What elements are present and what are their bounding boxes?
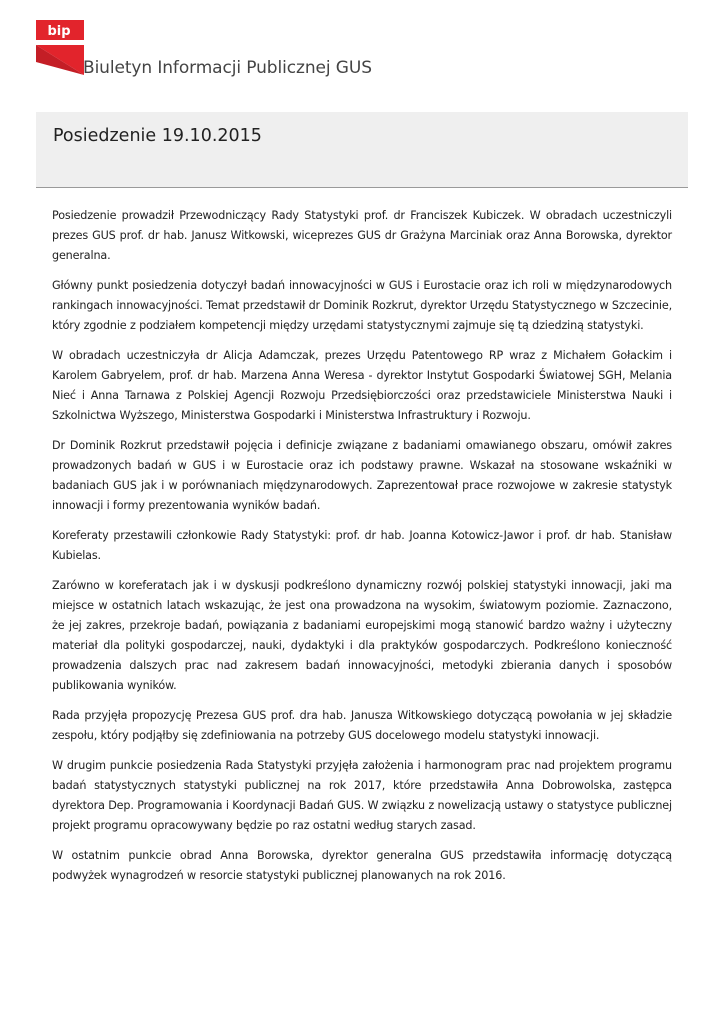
- paragraph-8: W drugim punkcie posiedzenia Rada Statystyki przyjęła założenia i harmonogram prac nad projektem programu badań statystycznych statystyki publicznej na rok 2017, które przedstawiła Anna Dobrowolska, zastępca dyrektora Dep. Programowania i Koordynacji Badań GUS. W związku z nowelizacją ustawy o statystyce publicznej projekt programu opracowywany będzie po raz ostatni według starych zasad.: [52, 759, 672, 832]
- article-content: [52, 206, 672, 896]
- site-title[interactable]: Biuletyn Informacji Publicznej GUS: [83, 58, 372, 78]
- bip-logo[interactable]: [36, 20, 84, 75]
- bip-logo-graphic: [36, 20, 84, 75]
- bip-logo-text: bip: [47, 24, 71, 39]
- paragraph-6: Zarówno w koreferatach jak i w dyskusji podkreślono dynamiczny rozwój polskiej statystyki innowacji, jaki ma miejsce w ostatnich latach wskazując, że jest ona prowadzona na wysokim, światowym poziomie. Zaznaczono, że jej zakres, przekroje badań, powiązania z badaniami europejskimi mogą stanowić bardzo ważny i użyteczny materiał dla polityki gospodarczej, nauki, dydaktyki i dla praktyków gospodarczych. Podkreślono konieczność prowadzenia dalszych prac nad zakresem badań innowacyjności, metodyki zbierania danych i sposobów publikowania wyników.: [52, 579, 672, 692]
- paragraph-3: W obradach uczestniczyła dr Alicja Adamczak, prezes Urzędu Patentowego RP wraz z Michałem Gołackim i Karolem Gabryelem, prof. dr hab. Marzena Anna Weresa - dyrektor Instytut Gospodarki Światowej SGH, Melania Nieć i Anna Tarnawa z Polskiej Agencji Rozwoju Przedsiębiorczości oraz przedstawiciele Ministerstwa Nauki i Szkolnictwa Wyższego, Ministerstwa Gospodarki i Ministerstwa Infrastruktury i Rozwoju.: [52, 349, 672, 422]
- paragraph-5: Koreferaty przestawili członkowie Rady Statystyki: prof. dr hab. Joanna Kotowicz-Jawor i prof. dr hab. Stanisław Kubielas.: [52, 529, 672, 562]
- site-header: [36, 20, 686, 90]
- paragraph-4: Dr Dominik Rozkrut przedstawił pojęcia i definicje związane z badaniami omawianego obszaru, omówił zakres prowadzonych badań w GUS i w Eurostacie oraz ich podstawy prawne. Wskazał na stosowane wskaźniki w badaniach GUS jak i w porównaniach międzynarodowych. Zaprezentował prace rozwojowe w zakresie statystyk innowacji i formy prezentowania wyników badań.: [52, 439, 672, 512]
- paragraph-1: Posiedzenie prowadził Przewodniczący Rady Statystyki prof. dr Franciszek Kubiczek. W obradach uczestniczyli prezes GUS prof. dr hab. Janusz Witkowski, wiceprezes GUS dr Grażyna Marciniak oraz Anna Borowska, dyrektor generalna.: [52, 209, 672, 262]
- paragraph-9: W ostatnim punkcie obrad Anna Borowska, dyrektor generalna GUS przedstawiła informację dotyczącą podwyżek wynagrodzeń w resorcie statystyki publicznej planowanych na rok 2016.: [52, 849, 672, 882]
- paragraph-7: Rada przyjęła propozycję Prezesa GUS prof. dra hab. Janusza Witkowskiego dotyczącą powołania w jej składzie zespołu, który podjąłby się zdefiniowania na potrzeby GUS docelowego modelu statystyki innowacji.: [52, 709, 672, 742]
- page-title: Posiedzenie 19.10.2015: [53, 126, 262, 146]
- paragraph-2: Główny punkt posiedzenia dotyczył badań innowacyjności w GUS i Eurostacie oraz ich roli w międzynarodowych rankingach innowacyjności. Temat przedstawił dr Dominik Rozkrut, dyrektor Urzędu Statystycznego w Szczecinie, który zgodnie z podziałem kompetencji między urzędami statystycznymi zajmuje się tą dziedziną statystyki.: [52, 279, 672, 332]
- page-title-box: [36, 112, 688, 188]
